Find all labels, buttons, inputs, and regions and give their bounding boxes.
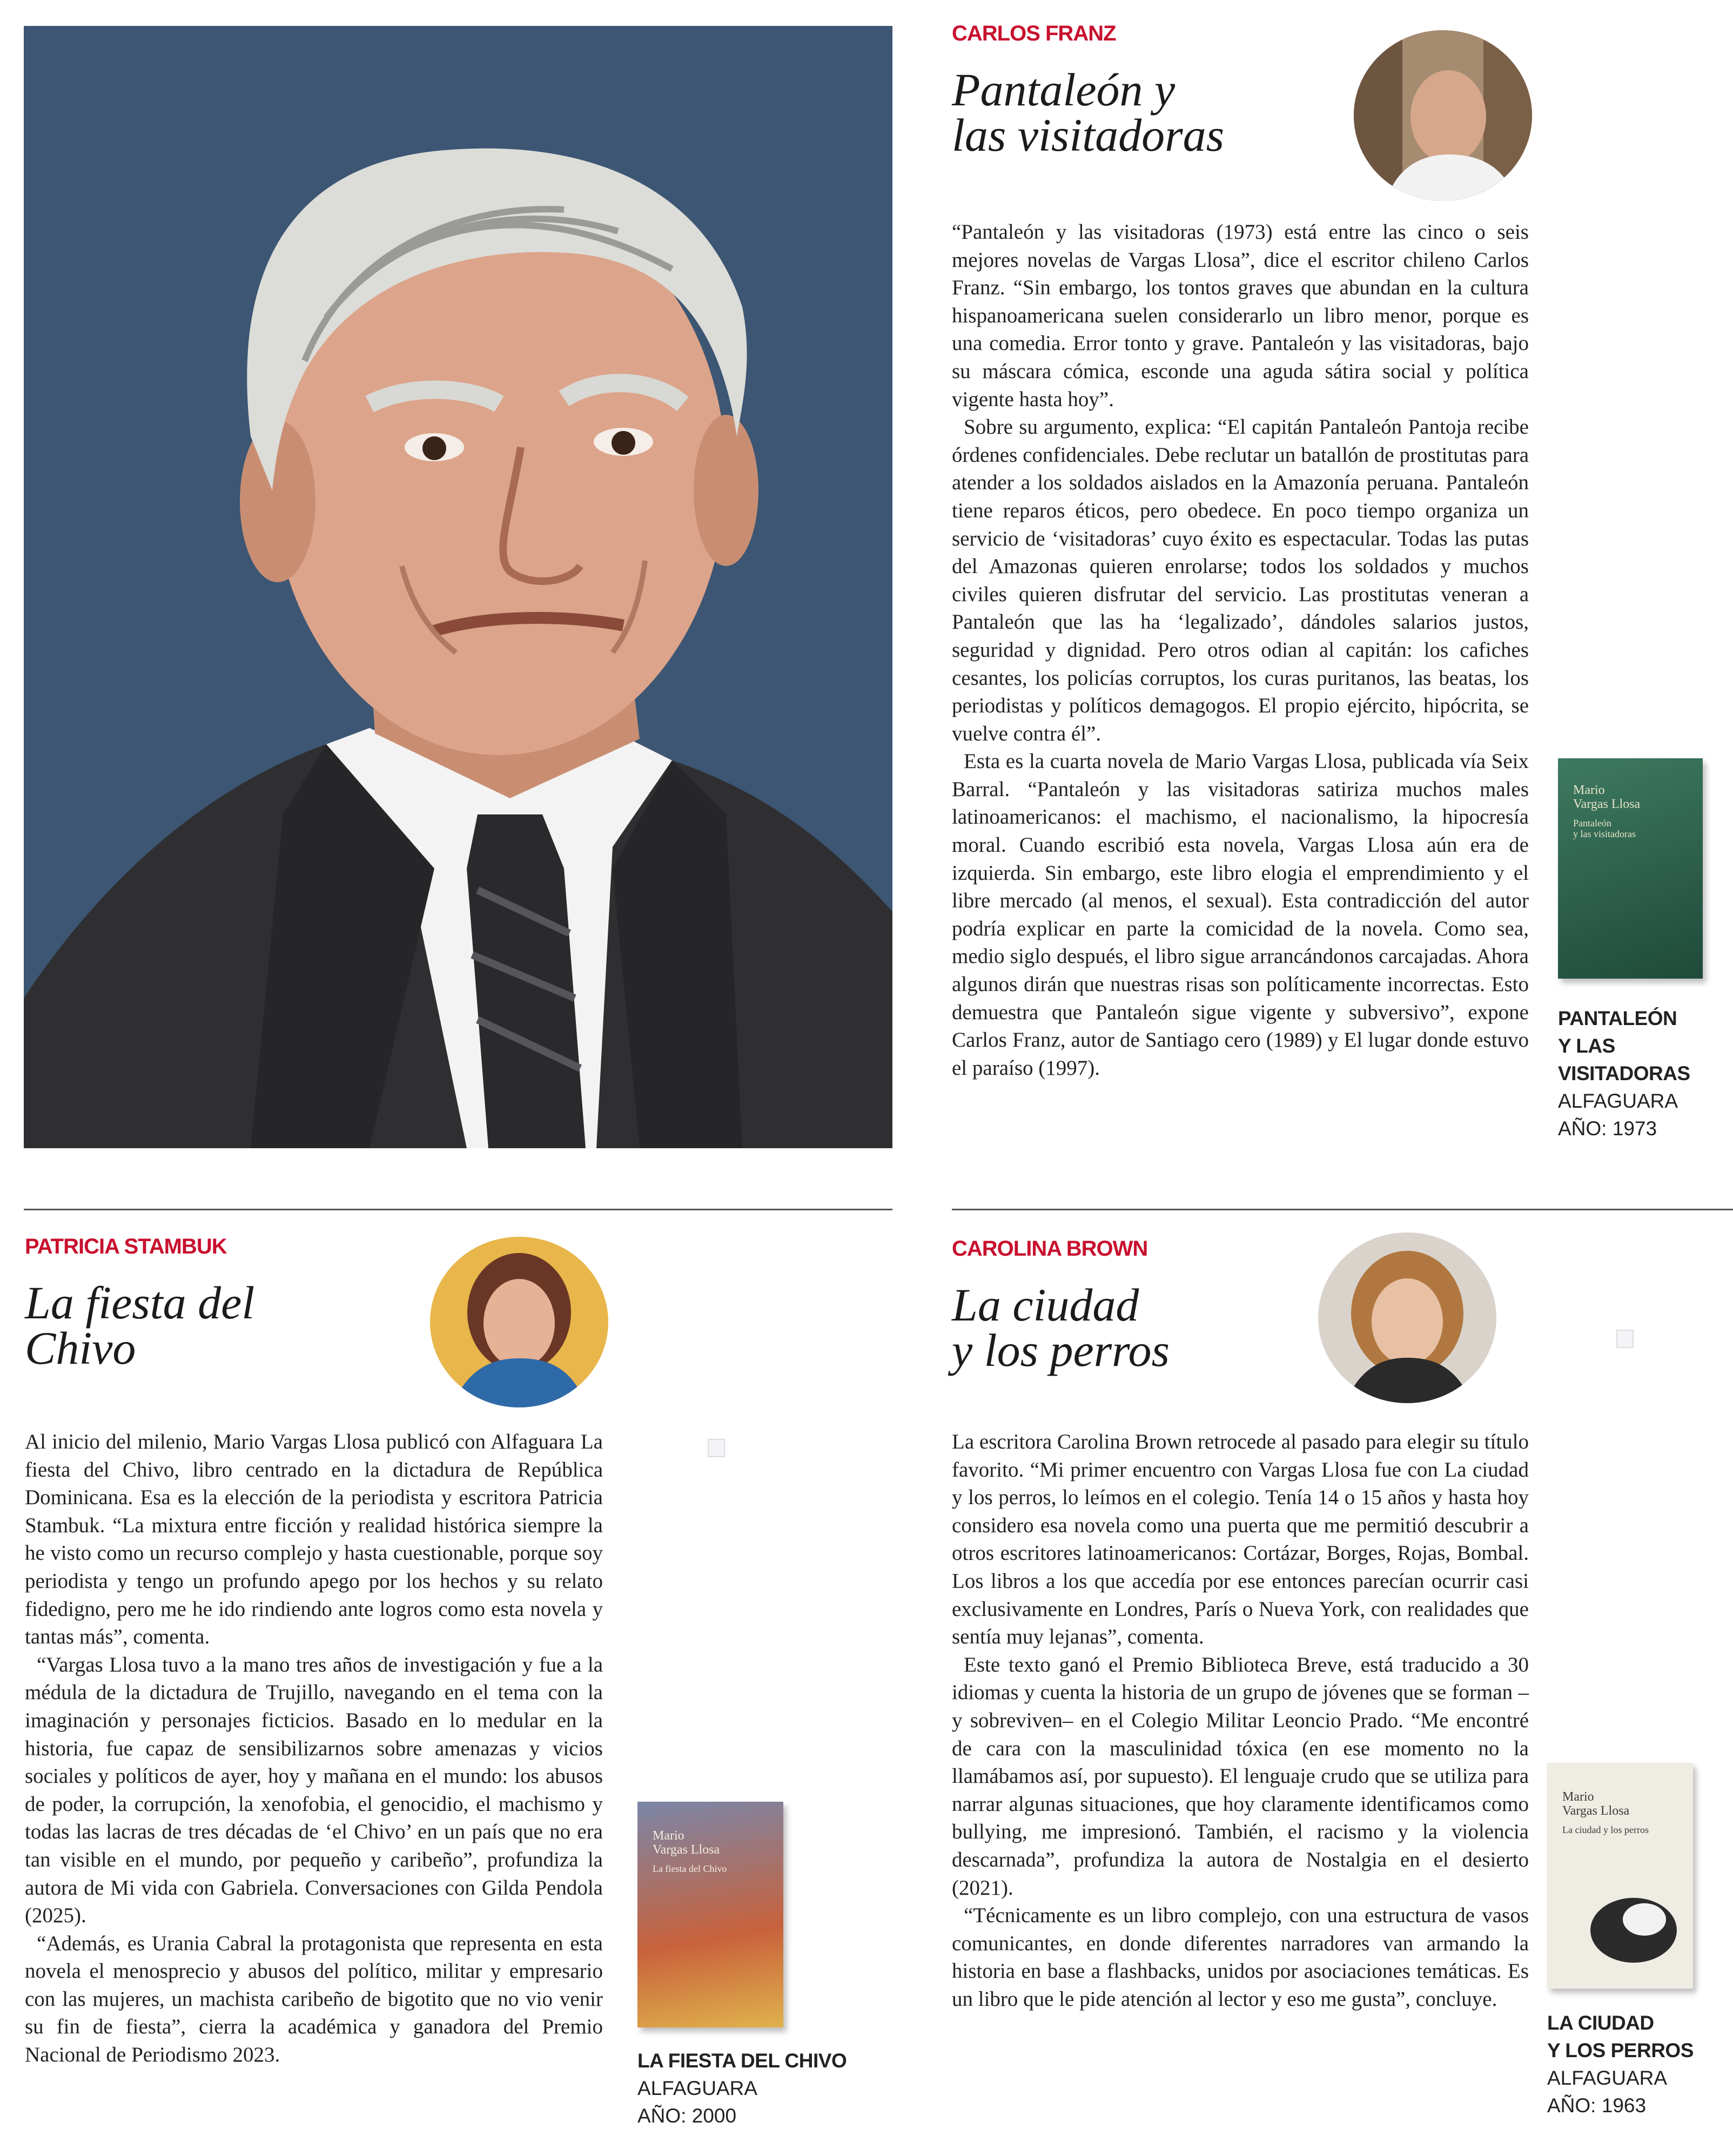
book-cover	[1558, 758, 1703, 979]
cover-title: La fiesta del Chivo	[653, 1863, 727, 1874]
cover-author: Mario Vargas Llosa	[1573, 783, 1641, 811]
divider	[24, 1209, 892, 1210]
book-publisher: ALFAGUARA	[1558, 1090, 1678, 1112]
placeholder-icon	[1616, 1330, 1634, 1348]
author-photo	[1354, 30, 1532, 201]
portrait-svg	[24, 26, 892, 1148]
placeholder-icon	[708, 1439, 725, 1457]
paragraph: Al inicio del milenio, Mario Vargas Llosa publicó con Alfaguara La fiesta del Chivo, libro centrado en la dictadura de República Dominicana. Esa es la elección de la periodista y escritora Patricia Stambuk. “La mixtura entre ficción y realidad histórica siempre la he visto como un recurso complejo y hasta cuestionable, porque soy periodista y tengo un profundo apego por los hechos y su relato fidedigno, pero me he ido rindiendo ante logros como esta novela y tantas más”, comenta.	[25, 1430, 603, 1649]
title-line-2: las visitadoras	[952, 109, 1225, 161]
cover-title: Pantaleón y las visitadoras	[1573, 818, 1636, 839]
paragraph: “Además, es Urania Cabral la protagonista que representa en esta novela el menosprecio y abusos del político, militar y empresario con las mujeres, un machista caribeño de bigotito que no vio venir su fin de fiesta”, cierra la académica y ganadora del Premio Nacional de Periodismo 2023.	[25, 1931, 603, 2067]
article-body	[952, 1428, 1529, 2013]
author-photo-svg	[1318, 1232, 1496, 1403]
title-line-2: y los perros	[952, 1324, 1170, 1376]
book-title-line: LA FIESTA DEL CHIVO	[637, 2050, 847, 2072]
book-publisher: ALFAGUARA	[1547, 2067, 1668, 2089]
book-title-line: VISITADORAS	[1558, 1062, 1690, 1084]
author-name: PATRICIA STAMBUK	[25, 1235, 227, 1258]
book-title-line: PANTALEÓN	[1558, 1007, 1677, 1029]
author-photo-svg	[1354, 30, 1532, 201]
book-info	[637, 2047, 886, 2130]
book-info	[1558, 1005, 1720, 1142]
title-line-1: La fiesta del	[25, 1277, 255, 1329]
author-name: CARLOS FRANZ	[952, 22, 1116, 45]
book-title-line: Y LAS	[1558, 1035, 1615, 1057]
portrait-illustration	[24, 26, 892, 1148]
cover-title: La ciudad y los perros	[1562, 1824, 1649, 1835]
book-year: AÑO: 2000	[637, 2105, 737, 2127]
book-year: AÑO: 1973	[1558, 1117, 1657, 1140]
paragraph: Este texto ganó el Premio Biblioteca Breve, está traducido a 30 idiomas y cuenta la historia de un grupo de jóvenes que se forman –y sobreviven– en el Colegio Militar Leoncio Prado. “Me encontré de cara con la masculinidad tóxica (en ese momento no la llamábamos así, por supuesto). El lenguaje crudo que se utiliza para narrar algunas situaciones, que hoy claramente identificamos como bullying, me impresionó. También, el racismo y la violencia descarnada”, profundiza la autora de Nostalgia en el desierto (2021).	[952, 1653, 1529, 1899]
paragraph: “Vargas Llosa tuvo a la mano tres años de investigación y fue a la médula de la dictadura de Trujillo, navegando en el tema con la imaginación y personajes ficticios. Basado en lo medular en la historia, fue capaz de sensibilizarnos sobre amenazas y vicios sociales y políticos de ayer, hoy y mañana en el mundo: los abusos de poder, la corrupción, la xenofobia, el genocidio, el machismo y todas las lacras de tres décadas de ‘el Chivo’ en un país que no era tan visible en el mundo, por pequeño y caribeño”, profundiza la autora de Mi vida con Gabriela. Conversaciones con Gilda Pendola (2025).	[25, 1653, 603, 1928]
article-title	[952, 64, 1225, 161]
author-name: CAROLINA BROWN	[952, 1237, 1148, 1261]
author-photo	[430, 1237, 608, 1407]
divider	[952, 1209, 1733, 1210]
book-cover	[637, 1802, 783, 2027]
cover-author: Mario Vargas Llosa	[653, 1829, 720, 1857]
paragraph: “Pantaleón y las visitadoras (1973) está entre las cinco o seis mejores novelas de Vargas Llosa”, dice el escritor chileno Carlos Franz. “Sin embargo, los tontos graves que abundan en la cultura hispanoamericana suelen considerarlo un libro menor, porque es una comedia. Error tonto y grave. Pantaleón y las visitadoras, bajo su máscara cómica, esconde una aguda sátira social y política vigente hasta hoy”.	[952, 220, 1529, 411]
article-title	[952, 1279, 1170, 1376]
article-body	[952, 218, 1529, 1082]
cover-author: Mario Vargas Llosa	[1562, 1790, 1630, 1818]
title-line-1: La ciudad	[952, 1279, 1139, 1331]
paragraph: Sobre su argumento, explica: “El capitán Pantaleón Pantoja recibe órdenes confidenciales. Debe reclutar un batallón de prostitutas para atender a los soldados aislados en la Amazonía peruana. Pantaleón tiene reparos éticos, pero obedece. En poco tiempo organiza un servicio de ‘visitadoras’ cuyo éxito es espectacular. Todas las putas del Amazonas quieren enrolarse; todos los soldados y muchos civiles quieren disfrutar del servicio. Las prostitutas veneran a Pantaleón que las ha ‘legalizado’, dándoles salarios justos, seguridad y dignidad. Pero otros odian al capitán: los cafiches cesantes, los policías corruptos, los curas puritanos, las beatas, los periodistas y políticos demagogos. El propio ejército, hipócrita, se vuelve contra él”.	[952, 415, 1529, 745]
paragraph: Esta es la cuarta novela de Mario Vargas Llosa, publicada vía Seix Barral. “Pantaleón y las visitadoras satiriza muchos males latinoamericanos: el machismo, el nacionalismo, la hipocresía moral. Cuando escribió esta novela, Vargas Llosa aún era de izquierda. Sin embargo, este libro elogia el emprendimiento y el libre mercado (al menos, el sexual). Esta contradicción del autor podría explicar en parte la comicidad de la novela. Como sea, medio siglo después, el libro sigue arrancándonos carcajadas. Ahora algunos dirán que nuestras risas son políticamente incorrectas. Esto demuestra que Pantaleón sigue vigente y subversivo”, expone Carlos Franz, autor de Santiago cero (1989) y El lugar donde estuvo el paraíso (1997).	[952, 750, 1529, 1080]
book-cover	[1547, 1763, 1693, 1989]
title-line-2: Chivo	[25, 1322, 136, 1374]
book-year: AÑO: 1963	[1547, 2094, 1647, 2117]
title-line-1: Pantaleón y	[952, 64, 1176, 116]
dog-illustration	[1580, 1871, 1688, 1979]
book-publisher: ALFAGUARA	[637, 2077, 758, 2099]
book-title-line: Y LOS PERROS	[1547, 2039, 1694, 2061]
book-title-line: LA CIUDAD	[1547, 2012, 1654, 2034]
paragraph: “Técnicamente es un libro complejo, con una estructura de vasos comunicantes, en donde diferentes narradores van armando la historia en base a flashbacks, unidos por asociaciones temáticas. Es un libro que le pide atención al lector y eso me gusta”, concluye.	[952, 1904, 1529, 2011]
article-body	[25, 1428, 603, 2069]
paragraph: La escritora Carolina Brown retrocede al pasado para elegir su título favorito. “Mi primer encuentro con Vargas Llosa fue con La ciudad y los perros, lo leímos en el colegio. Tenía 14 o 15 años y hasta hoy considero esa novela como una puerta que me permitió descubrir a otros escritores latinoamericanos: Cortázar, Borges, Rojas, Bombal. Los libros a los que accedía por ese entonces parecían ocurrir casi exclusivamente en Londres, París o Nueva York, con realidades que sentía muy lejanas”, comenta.	[952, 1430, 1529, 1649]
book-info	[1547, 2009, 1720, 2119]
article-title	[25, 1277, 255, 1374]
author-photo	[1318, 1232, 1496, 1403]
author-photo-svg	[430, 1237, 608, 1407]
